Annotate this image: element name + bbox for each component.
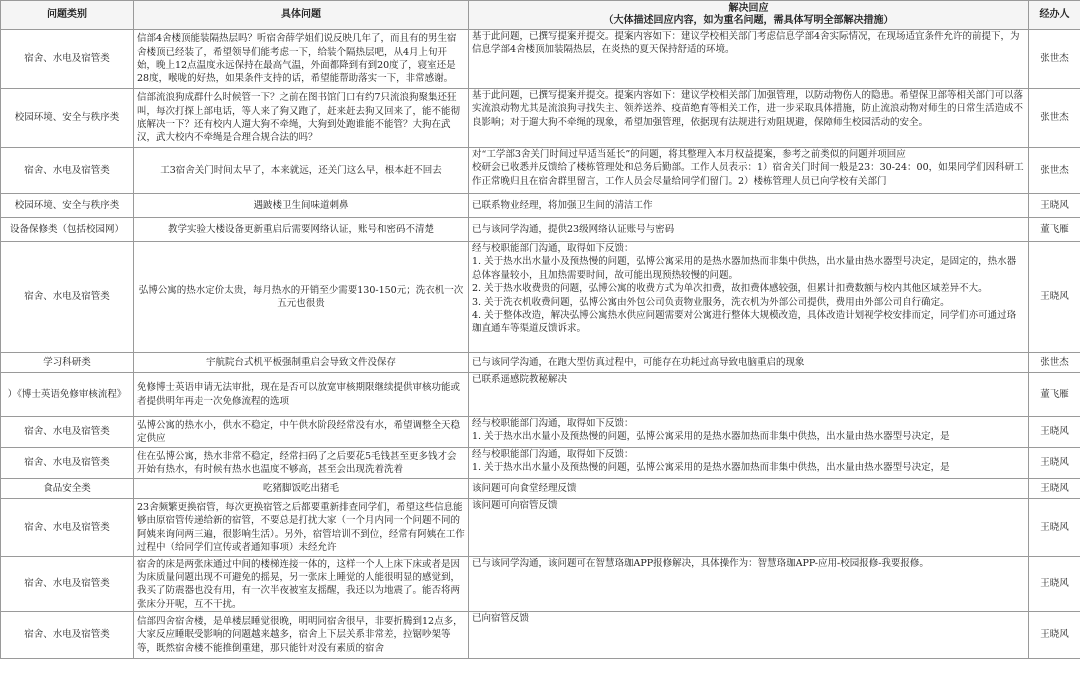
problem-cell — [134, 448, 469, 479]
table-row — [1, 373, 1080, 417]
category-cell: 校园环境、安全与秩序类 — [1, 89, 134, 148]
solution-line: 2. 关于热水收费贵的问题，弘博公寓的收费方式为单次扣费，故扣费体感较强，但累计扣费数额与校内其他区域差异不大。 — [472, 283, 988, 295]
handler-cell: 张世杰 — [1029, 89, 1080, 148]
solution-cell — [469, 612, 1029, 659]
table-row — [1, 30, 1080, 89]
problem-text: 工3宿舍关门时间太早了，本来就远，还关门这么早，根本赶不回去 — [160, 164, 442, 176]
solution-line: 已与该同学沟通，提供23级网络认证账号与密码 — [472, 223, 675, 235]
handler-cell: 王晓风 — [1029, 417, 1080, 448]
table-row — [1, 499, 1080, 557]
category-cell: 宿舍、水电及宿管类 — [1, 30, 134, 89]
problem-text: 弘博公寓的热水小，供水不稳定，中午供水阶段经常没有水，希望调整全天稳定供应 — [137, 419, 461, 444]
solution-line: 基于此问题，已撰写提案并提交。提案内容如下：建议学校相关部门考虑信息学部4舍实际情况，在现场适宜条件允许的前提下，为信息学部4舍楼顶加装隔热层，在炎热的夏天保持舒适的环境。 — [472, 31, 1020, 56]
solution-line: 该问题可向食堂经理反馈 — [472, 482, 577, 494]
solution-cell — [469, 479, 1029, 499]
table-row — [1, 89, 1080, 148]
category-cell: 宿舍、水电及宿管类 — [1, 448, 134, 479]
handler-cell: 王晓风 — [1029, 557, 1080, 612]
category-cell: 宿舍、水电及宿管类 — [1, 499, 134, 557]
problem-cell — [134, 148, 469, 194]
handler-cell: 王晓风 — [1029, 242, 1080, 353]
category-cell: 宿舍、水电及宿管类 — [1, 557, 134, 612]
solution-cell — [469, 30, 1029, 89]
category-cell: 食品安全类 — [1, 479, 134, 499]
problem-text: 弘博公寓的热水定价太贵，每月热水的开销至少需要130-150元；洗衣机一次五元也很贵 — [138, 284, 464, 309]
problem-cell — [134, 373, 469, 417]
solution-line: 已与该同学沟通，该问题可在智慧珞珈APP报修解决，具体操作为：智慧珞珈APP-应用-校园报修-我要报修。 — [472, 558, 929, 569]
problem-cell — [134, 353, 469, 373]
category-cell: 宿舍、水电及宿管类 — [1, 417, 134, 448]
table-row — [1, 448, 1080, 479]
table-body — [1, 30, 1080, 659]
problem-cell — [134, 557, 469, 612]
header-solution-note: （大体描述回应内容，如为重名问题，需具体写明全部解决措施） — [603, 15, 894, 26]
problem-cell — [134, 612, 469, 659]
table-row — [1, 242, 1080, 353]
problem-text: 宿舍的床是两张床通过中间的楼梯连接一体的，这样一个人上床下床或者是因为床质量问题出现不可避免的摇晃，另一张床上睡觉的人能很明显的感觉到，我买了防震器也没有用，有一次半夜被室友摇醒，我还以为地震了。能否将两张床分开呢，互不干扰。 — [137, 558, 461, 610]
handler-cell: 王晓风 — [1029, 612, 1080, 659]
solution-line: 1. 关于热水出水量小及预热慢的问题，弘博公寓采用的是热水器加热而非集中供热，出水量由热水器型号决定，是 — [472, 431, 950, 443]
problem-cell — [134, 242, 469, 353]
solution-cell — [469, 89, 1029, 148]
problem-cell — [134, 479, 469, 499]
problem-cell — [134, 194, 469, 218]
header-problem: 具体问题 — [134, 1, 469, 30]
solution-line: 该问题可向宿管反馈 — [472, 500, 558, 511]
table-row — [1, 417, 1080, 448]
table-row — [1, 557, 1080, 612]
solution-cell — [469, 448, 1029, 479]
table-row — [1, 148, 1080, 194]
category-cell: ）《博士英语免修审核流程》 — [1, 373, 134, 417]
solution-line: 1. 关于热水出水量小及预热慢的问题，弘博公寓采用的是热水器加热而非集中供热，出水量由热水器型号决定，是固定的，热水器总体容量较小，且加热需要时间，故可能出现预热较慢的问题。 — [472, 256, 1017, 281]
problem-text: 教学实验大楼设备更新重启后需要网络认证，账号和密码不清楚 — [167, 223, 434, 235]
table-row — [1, 353, 1080, 373]
problem-text: 信部四舍宿舍楼，是单楼层睡觉很晚，明明同宿舍很早，非要折腾到12点多，大家反应睡眠受影响的问题越来越多，宿舍上下层关系非常差，拉锯吵架等等，既然宿舍楼不能推倒重建，那只能针对没有素质的宿舍 — [137, 615, 463, 654]
header-solution-title: 解决回应 — [728, 3, 769, 14]
solution-line: 对“工学部3舍关门时间过早适当延长”的问题，将其整理入本月权益提案，参考之前类似的问题并项回应 — [472, 149, 906, 160]
solution-line: 经与校职能部门沟通，取得如下反馈： — [472, 418, 634, 429]
handler-cell: 董飞雁 — [1029, 218, 1080, 242]
problem-text: 宇航院台式机平板强制重启会导致文件没保存 — [205, 356, 396, 368]
solution-cell — [469, 218, 1029, 242]
solution-cell — [469, 242, 1029, 353]
handler-cell: 王晓风 — [1029, 194, 1080, 218]
problem-text: 遇跛楼卫生间味道刺鼻 — [253, 199, 349, 211]
solution-line: 1. 关于热水出水量小及预热慢的问题，弘博公寓采用的是热水器加热而非集中供热，出水量由热水器型号决定，是 — [472, 462, 950, 474]
solution-cell — [469, 373, 1029, 417]
solution-line: 已联系遥感院教秘解决 — [472, 374, 568, 385]
handler-cell: 张世杰 — [1029, 148, 1080, 194]
problem-text: 23舍频繁更换宿管，每次更换宿管之后都要重新排查同学们，希望这些信息能够由原宿管传递给新的宿管，不要总是打扰大家（一个月内同一个问题不同的阿姨来询问两三遍，很影响生活）。另外，宿管培训不到位，经常有阿姨在工作过程中（给同学们宣传或者通知事项）未经允许 — [137, 501, 465, 553]
solution-line: 基于此问题，已撰写提案并提交。提案内容如下：建议学校相关部门加强管理，以防动物伤人的隐患。希望保卫部等相关部门可以落实流浪动物尤其是流浪狗寻找失主、领养送养、疫苗绝育等相关工作，进一步采取具体措施，防止流浪动物对师生的日常生活造成不良影响；对于遛大狗不牵绳的现象，希望加强管理，依据现有法规进行劝阻规避，保障师生校园活动的安全。 — [472, 90, 1024, 128]
header-category: 问题类别 — [1, 1, 134, 30]
problem-text: 免修博士英语申请无法审批，现在是否可以放宽审核期限继续提供审核功能或者提供明年再走一次免修流程的选项 — [137, 382, 461, 407]
solution-line: 经与校职能部门沟通，取得如下反馈： — [472, 243, 634, 254]
problem-cell — [134, 30, 469, 89]
solution-cell — [469, 353, 1029, 373]
header-handler: 经办人 — [1029, 1, 1080, 30]
solution-cell — [469, 557, 1029, 612]
category-cell: 学习科研类 — [1, 353, 134, 373]
problem-cell — [134, 499, 469, 557]
table-row — [1, 218, 1080, 242]
solution-line: 3. 关于洗衣机收费问题，弘博公寓由外包公司负责物业服务，洗衣机为外部公司提供，费用由外部公司自行确定。 — [472, 296, 950, 308]
solution-line: 已联系物业经理，将加强卫生间的清洁工作 — [472, 199, 653, 211]
problem-cell — [134, 417, 469, 448]
solution-cell — [469, 499, 1029, 557]
header-solution — [469, 1, 1029, 30]
table-row — [1, 479, 1080, 499]
problem-text: 住在弘博公寓，热水非常不稳定，经常扫码了之后要花5毛钱甚至更多钱才会开始有热水，有时候有热水也温度不够高，甚至会出现洗着洗着 — [137, 450, 457, 475]
category-cell: 宿舍、水电及宿管类 — [1, 612, 134, 659]
solution-cell — [469, 194, 1029, 218]
table-row — [1, 612, 1080, 659]
problem-cell — [134, 218, 469, 242]
category-cell: 宿舍、水电及宿管类 — [1, 148, 134, 194]
problem-cell — [134, 89, 469, 148]
problem-text: 吃猪脚饭吃出猪毛 — [262, 482, 339, 494]
solution-line: 经与校职能部门沟通，取得如下反馈： — [472, 449, 634, 460]
handler-cell: 王晓风 — [1029, 499, 1080, 557]
solution-line: 校研会已收悉并反馈给了楼栋管理处和总务后勤部。工作人员表示：1）宿舍关门时间一般是23：30-24：00，如果同学们因科研工作正常晚归且在宿舍群里留言，工作人员会尽量给同学们留门。2）楼栋管理人员已向学校有关部门 — [472, 162, 1024, 187]
handler-cell: 张世杰 — [1029, 353, 1080, 373]
handler-cell: 张世杰 — [1029, 30, 1080, 89]
problem-text: 信部流浪狗成群什么时候管一下？之前在图书馆门口有约7只流浪狗聚集还狂叫，每次打探上部电话，等人来了狗又跑了，赶来赶去狗又回来了，能不能彻底解决一下？还有校内人遛大狗不牵绳，大狗到处跑谁能不能管？大狗在武汉，武大校内不牵绳是合理合规合法的吗？ — [137, 92, 461, 144]
handler-cell: 董飞雁 — [1029, 373, 1080, 417]
handler-cell: 王晓风 — [1029, 448, 1080, 479]
category-cell: 设备保修类（包括校园网） — [1, 218, 134, 242]
solution-cell — [469, 417, 1029, 448]
solution-line: 已与该同学沟通，在跑大型仿真过程中，可能存在功耗过高导致电脑重启的现象 — [472, 356, 805, 368]
solution-cell — [469, 148, 1029, 194]
category-cell: 宿舍、水电及宿管类 — [1, 242, 134, 353]
problem-text: 信部4舍楼顶能装隔热层吗？听宿舍薛学姐们说反映几年了，而且有的男生宿舍楼顶已经装了，希望领导们能考虑一下，给装个隔热层吧，从4月上旬开始，晚上12点温度永远保持在最高气温，外面都降到有到20度了，寝室还是28度，喉咙的好热，如果条件支持的话，希望能帮助落实一下，非常感谢。 — [137, 33, 457, 85]
header-row — [1, 1, 1080, 30]
solution-line: 已向宿管反馈 — [472, 613, 530, 624]
solution-line: 4. 关于整体改造，解决弘博公寓热水供应问题需要对公寓进行整体大规模改造，具体改造计划视学校安排而定，同学们亦可通过珞珈直通车等渠道反馈诉求。 — [472, 310, 1017, 335]
table-row — [1, 194, 1080, 218]
category-cell: 校园环境、安全与秩序类 — [1, 194, 134, 218]
handler-cell: 王晓风 — [1029, 479, 1080, 499]
